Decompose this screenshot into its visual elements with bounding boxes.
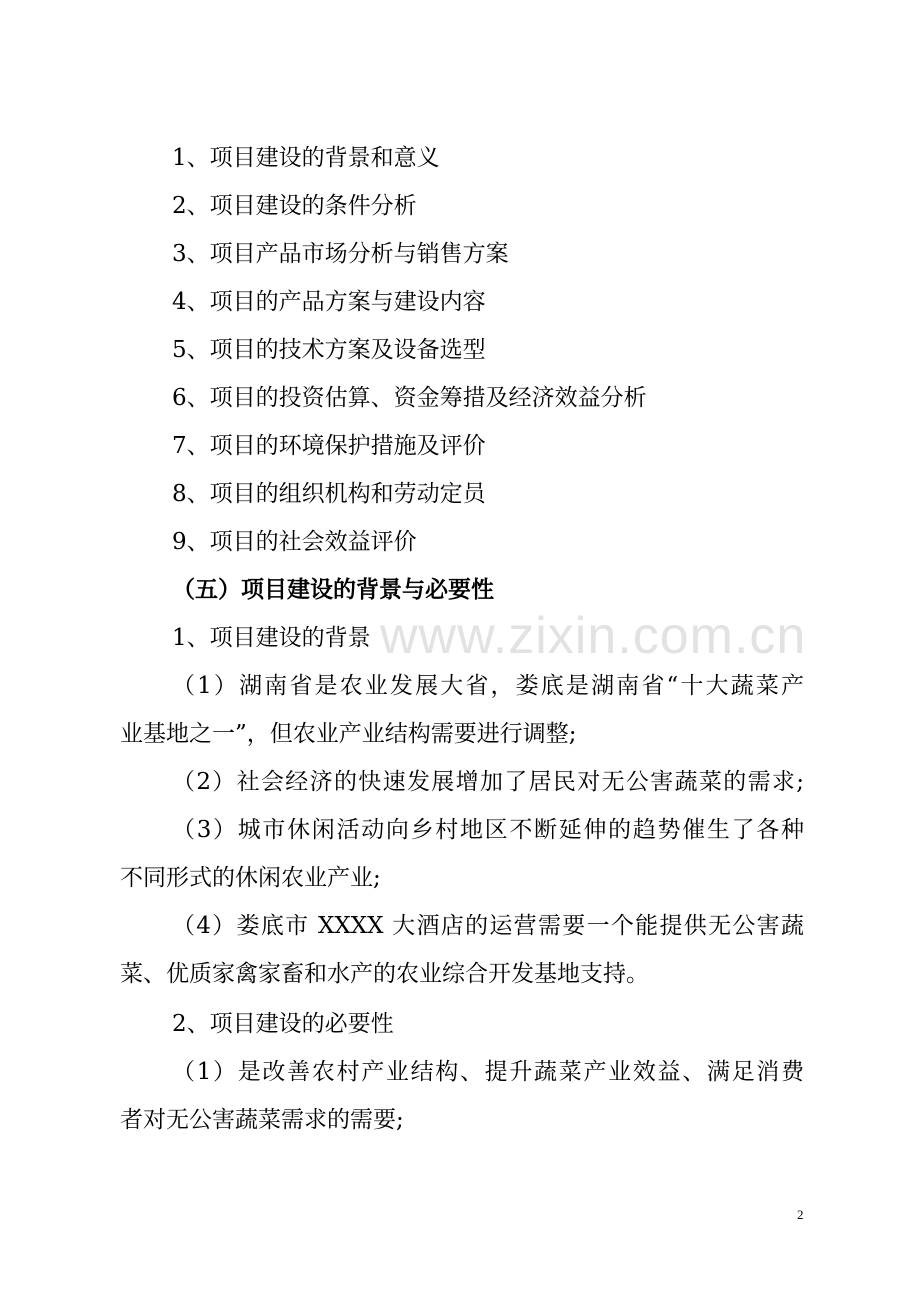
toc-item-1: 1、项目建设的背景和意义	[172, 145, 440, 171]
toc-item-6: 6、项目的投资估算、资金筹措及经济效益分析	[172, 385, 647, 411]
section-heading: （五）项目建设的背景与必要性	[172, 576, 494, 603]
toc-item-4: 4、项目的产品方案与建设内容	[172, 289, 486, 315]
toc-item-5: 5、项目的技术方案及设备选型	[172, 337, 486, 363]
background-item-2: （2）社会经济的快速发展增加了居民对无公害蔬菜的需求;	[172, 769, 804, 795]
necessity-title: 2、项目建设的必要性	[172, 1011, 394, 1037]
background-item-4-line-2: 菜、优质家禽家畜和水产的农业综合开发基地支持。	[120, 961, 649, 987]
toc-item-9: 9、项目的社会效益评价	[172, 529, 417, 555]
background-title: 1、项目建设的背景	[172, 625, 371, 651]
toc-item-8: 8、项目的组织机构和劳动定员	[172, 481, 486, 507]
toc-item-3: 3、项目产品市场分析与销售方案	[172, 241, 509, 267]
necessity-item-1-line-2: 者对无公害蔬菜需求的需要;	[120, 1107, 404, 1133]
background-item-1-line-1: （1）湖南省是农业发展大省，娄底是湖南省“十大蔬菜产	[172, 673, 804, 699]
toc-item-2: 2、项目建设的条件分析	[172, 193, 417, 219]
background-item-4-line-1: （4）娄底市 XXXX 大酒店的运营需要一个能提供无公害蔬	[172, 913, 804, 939]
background-item-1-line-2: 业基地之一”，但农业产业结构需要进行调整;	[120, 721, 577, 747]
toc-item-7: 7、项目的环境保护措施及评价	[172, 433, 486, 459]
background-item-3-line-1: （3）城市休闲活动向乡村地区不断延伸的趋势催生了各种	[172, 817, 804, 843]
necessity-item-1-line-1: （1）是改善农村产业结构、提升蔬菜产业效益、满足消费	[172, 1059, 804, 1085]
background-item-3-line-2: 不同形式的休闲农业产业;	[120, 865, 381, 891]
page-number: 2	[797, 1207, 804, 1222]
watermark: www.zixin.com.cn	[380, 607, 807, 665]
